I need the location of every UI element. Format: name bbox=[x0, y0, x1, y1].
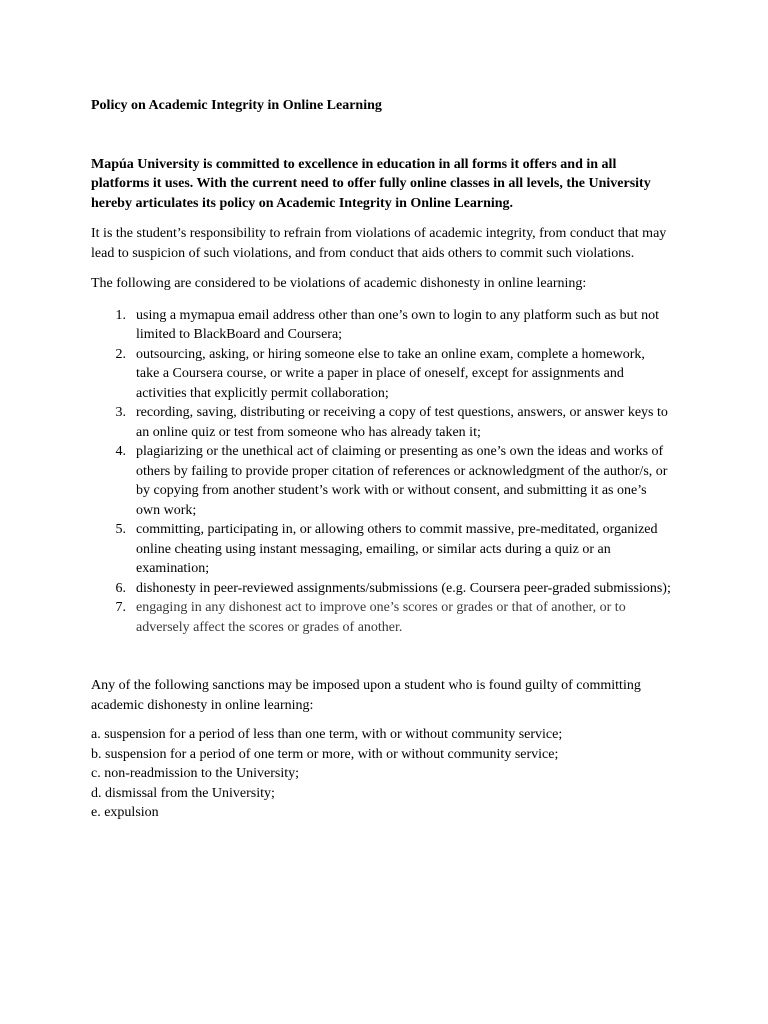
sanction-item: d. dismissal from the University; bbox=[91, 785, 275, 801]
list-item bbox=[91, 345, 671, 404]
list-item-number: 7. bbox=[115, 600, 126, 615]
list-item-text: outsourcing, asking, or hiring someone else to take an online exam, complete a homework, take a Coursera course, or write a paper in place of oneself, except for assignments and activities that explicitly permit collaboration; bbox=[136, 346, 645, 401]
sanctions-list bbox=[91, 725, 671, 823]
list-item-number: 6. bbox=[115, 580, 126, 596]
list-item-text: using a mymapua email address other than one’s own to login to any platform such as but not limited to BlackBoard and Coursera; bbox=[136, 307, 659, 342]
list-item-text: engaging in any dishonest act to improve one’s scores or grades or that of another, or to adversely affect the scores or grades of another. bbox=[136, 600, 626, 635]
list-item bbox=[91, 579, 671, 599]
list-item bbox=[91, 442, 671, 520]
list-item-number: 4. bbox=[115, 444, 126, 459]
sanction-item: c. non-readmission to the University; bbox=[91, 766, 300, 781]
violations-list bbox=[91, 306, 671, 638]
sanction-item: a. suspension for a period of less than one term, with or without community service; bbox=[91, 727, 563, 742]
list-item bbox=[91, 598, 671, 637]
document-title: Policy on Academic Integrity in Online Learning bbox=[91, 98, 382, 113]
list-item bbox=[91, 520, 671, 579]
sanction-item: b. suspension for a period of one term or more, with or without community service; bbox=[91, 746, 559, 762]
list-item-number: 1. bbox=[115, 307, 126, 323]
intro-paragraph: Mapúa University is committed to excellence in education in all forms it offers and in all platforms it uses. With the current need to offer fully online classes in all levels, the University hereby articulates its policy on Academic Integrity in Online Learning. bbox=[91, 156, 651, 211]
sanctions-lead: Any of the following sanctions may be imposed upon a student who is found guilty of committing academic dishonesty in online learning: bbox=[91, 678, 641, 713]
list-item-number: 3. bbox=[115, 405, 126, 420]
document-page bbox=[91, 96, 671, 823]
list-item-text: committing, participating in, or allowing others to commit massive, pre-meditated, organized online cheating using instant messaging, emailing, or similar acts during a quiz or an examination; bbox=[136, 522, 658, 576]
list-item-text: dishonesty in peer-reviewed assignments/submissions (e.g. Coursera peer-graded submissions); bbox=[136, 580, 671, 596]
list-item-number: 2. bbox=[115, 346, 126, 362]
violations-lead: The following are considered to be violations of academic dishonesty in online learning: bbox=[91, 276, 587, 291]
list-item-number: 5. bbox=[115, 522, 126, 537]
responsibility-paragraph: It is the student’s responsibility to refrain from violations of academic integrity, from conduct that may lead to suspicion of such violations, and from conduct that aids others to commit such violations. bbox=[91, 226, 667, 261]
list-item-text: plagiarizing or the unethical act of claiming or presenting as one’s own the ideas and works of others by failing to provide proper citation of references or acknowledgment of the author/s, or by copying from another student’s work with or without consent, and submitting it as one’s own work; bbox=[136, 444, 668, 518]
list-item-text: recording, saving, distributing or receiving a copy of test questions, answers, or answer keys to an online quiz or test from someone who has already taken it; bbox=[136, 405, 668, 440]
list-item bbox=[91, 306, 671, 345]
sanction-item: e. expulsion bbox=[91, 805, 159, 820]
list-item bbox=[91, 403, 671, 442]
